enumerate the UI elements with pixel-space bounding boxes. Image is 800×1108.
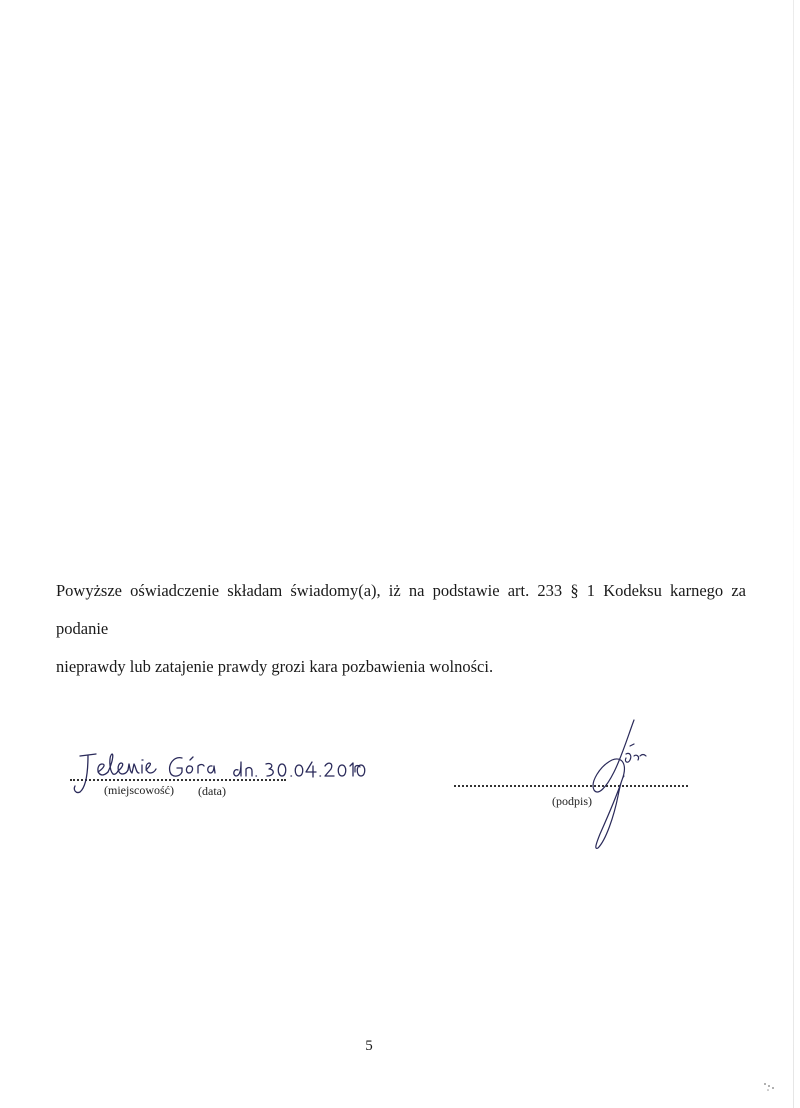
declaration-statement — [56, 572, 746, 686]
handwritten-signature — [578, 716, 658, 856]
scan-artifact — [762, 1080, 778, 1094]
caption-date: (data) — [198, 784, 226, 798]
scan-edge — [793, 0, 794, 1108]
declaration-line-2: nieprawdy lub zatajenie prawdy grozi kara pozbawienia wolności. — [56, 657, 494, 676]
caption-signature: (podpis) — [552, 794, 592, 808]
declaration-line-1: Powyższe oświadczenie składam świadomy(a), iż na podstawie art. 233 § 1 Kodeksu karnego za podanie — [56, 581, 746, 638]
page-number: 5 — [365, 1038, 373, 1054]
handwritten-place-date — [66, 742, 366, 812]
caption-place: (miejscowość) — [104, 783, 174, 797]
